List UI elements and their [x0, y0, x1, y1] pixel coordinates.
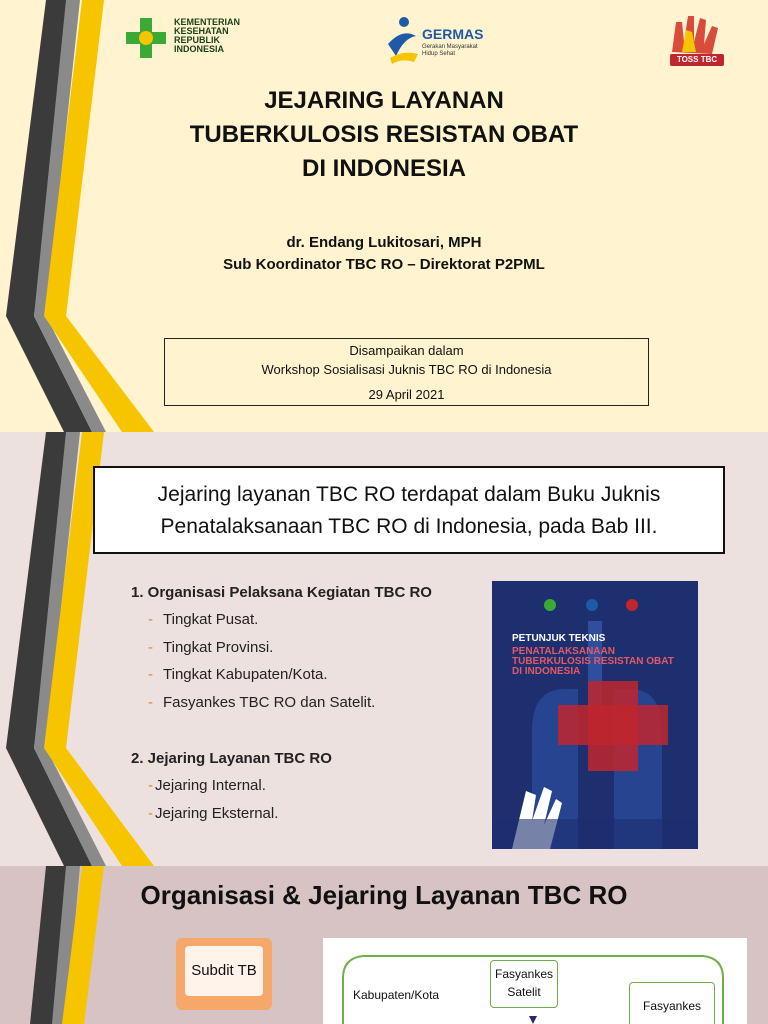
event-date: 29 April 2021: [368, 387, 445, 402]
banner-line-1: Jejaring layanan TBC RO terdapat dalam Buku Juknis: [157, 483, 661, 506]
kemenkes-line-3: REPUBLIK: [174, 35, 221, 45]
subdit-box: [176, 938, 272, 1010]
kemenkes-emblem-icon: [120, 14, 172, 66]
section2-item-text: Jejaring Eksternal.: [155, 805, 279, 822]
section2-item: [148, 777, 266, 794]
book-title-line-2: TUBERKULOSIS RESISTAN OBAT: [512, 656, 674, 667]
section1-item-text: Fasyankes TBC RO dan Satelit.: [163, 694, 376, 711]
event-name: Workshop Sosialisasi Juknis TBC RO di Indonesia: [261, 362, 552, 377]
germas-sub-2: Hidup Sehat: [422, 51, 456, 57]
section1-item: [148, 639, 273, 656]
main-title-line-3: DI INDONESIA: [301, 155, 466, 182]
fasyankes-label: Fasyankes: [642, 999, 702, 1013]
dash-icon: -: [148, 694, 153, 711]
title-slide: [0, 0, 768, 432]
book-illustration: [492, 581, 698, 849]
section1-item: [148, 694, 375, 711]
kemenkes-line-2: KESEHATAN: [174, 26, 229, 36]
section1-item-text: Tingkat Pusat.: [163, 611, 259, 628]
main-title-line-2: TUBERKULOSIS RESISTAN OBAT: [189, 121, 579, 148]
dash-icon: -: [148, 805, 153, 822]
kabupaten-label: Kabupaten/Kota: [353, 988, 440, 1002]
slide3-title: Organisasi & Jejaring Layanan TBC RO: [140, 880, 628, 910]
dash-icon: -: [148, 666, 153, 683]
toss-title: TOSS TBC: [670, 54, 724, 66]
author-role: Sub Koordinator TBC RO – Direktorat P2PML: [223, 256, 545, 273]
fasyankes-satelit-box: [490, 960, 558, 1008]
subdit-label: Subdit TB: [185, 946, 263, 996]
section2-item-text: Jejaring Internal.: [155, 777, 266, 794]
section1-item: [148, 611, 258, 628]
juknis-book-cover: [492, 581, 698, 849]
book-title-line-3: DI INDONESIA: [512, 666, 581, 677]
kemenkes-logo: [120, 14, 240, 64]
germas-title: GERMAS: [422, 26, 484, 42]
toss-hands-icon: [662, 12, 732, 58]
main-title: [0, 84, 768, 186]
dash-icon: -: [148, 777, 153, 794]
section2-item: [148, 805, 278, 822]
section1-item-text: Tingkat Provinsi.: [163, 639, 274, 656]
content-slide: [0, 432, 768, 866]
book-heading: PETUNJUK TEKNIS: [512, 633, 606, 644]
author-name: dr. Endang Lukitosari, MPH: [286, 234, 482, 251]
summary-banner: [93, 466, 725, 554]
banner-line-2: Penatalaksanaan TBC RO di Indonesia, pada Bab III.: [160, 515, 658, 538]
fasyankes-satelit-line-2: Satelit: [507, 985, 541, 999]
event-intro: Disampaikan dalam: [349, 343, 464, 358]
germas-figure-icon: [384, 14, 420, 66]
germas-sub-1: Gerakan Masyarakat: [422, 44, 478, 50]
dash-icon: -: [148, 611, 153, 628]
fasyankes-box: [629, 982, 715, 1024]
toss-tbc-logo: [662, 12, 732, 74]
book-title-line-1: PENATALAKSANAAN: [512, 646, 615, 657]
organisasi-slide: [0, 866, 768, 1024]
dash-icon: -: [148, 639, 153, 656]
event-info-box: [164, 338, 649, 406]
section1-item-text: Tingkat Kabupaten/Kota.: [163, 666, 328, 683]
org-diagram: [323, 938, 747, 1024]
section1-title: 1. Organisasi Pelaksana Kegiatan TBC RO: [131, 584, 432, 601]
author-block: [0, 232, 768, 276]
section1-item: [148, 666, 328, 683]
kemenkes-line-4: INDONESIA: [174, 44, 225, 54]
fasyankes-satelit-line-1: Fasyankes: [494, 967, 554, 981]
main-title-line-1: JEJARING LAYANAN: [264, 87, 504, 114]
kemenkes-line-1: KEMENTERIAN: [174, 17, 241, 27]
section2-title: 2. Jejaring Layanan TBC RO: [131, 750, 332, 767]
germas-logo: [384, 14, 484, 66]
